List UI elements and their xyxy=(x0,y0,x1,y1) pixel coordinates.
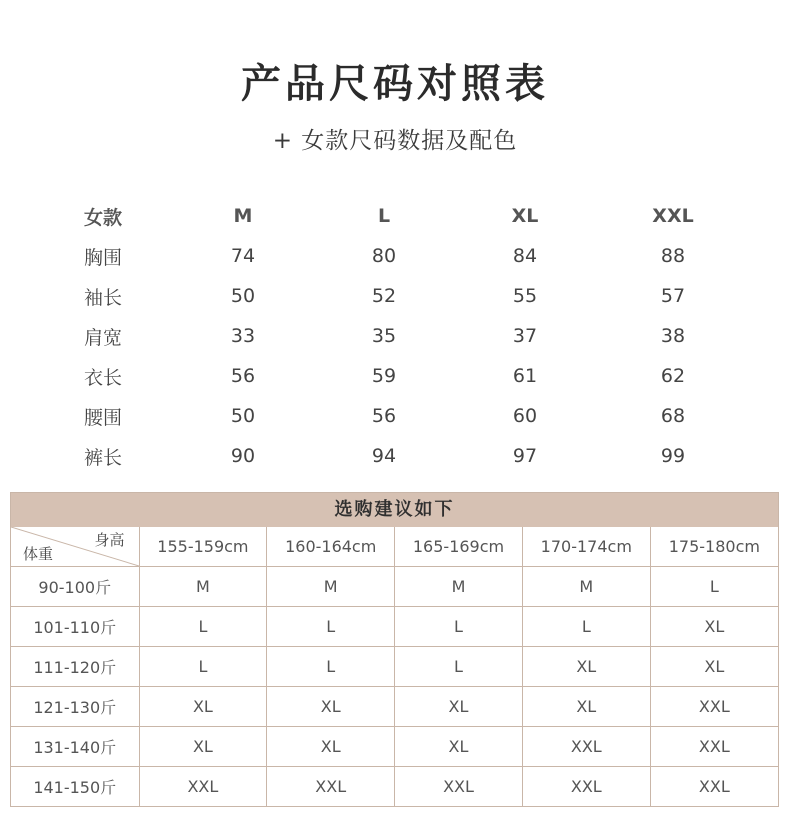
size-chart-cell: 74 xyxy=(230,245,256,267)
size-chart-row xyxy=(60,316,724,356)
size-chart-cell: 55 xyxy=(512,285,538,307)
size-chart-cell: 56 xyxy=(371,405,397,427)
size-chart-row xyxy=(60,236,724,276)
size-chart-cell: 90 xyxy=(230,445,256,467)
size-chart-table xyxy=(60,196,724,476)
size-chart-cell: 68 xyxy=(660,405,686,427)
size-cell: XL xyxy=(267,727,395,767)
recommendation-row xyxy=(11,607,778,647)
size-chart-row-label: 胸围 xyxy=(83,246,122,269)
size-cell: XL xyxy=(650,607,778,647)
corner-cell xyxy=(11,527,139,567)
recommendation-row xyxy=(11,687,778,727)
height-header-cell: 170-174cm xyxy=(522,527,650,567)
recommendation-row xyxy=(11,647,778,687)
size-chart-row-label: 衣长 xyxy=(83,366,122,389)
weight-label-cell: 111-120斤 xyxy=(11,647,139,687)
size-chart-cell: 94 xyxy=(371,445,397,467)
size-cell: L xyxy=(139,607,267,647)
size-chart-header-xl: XL xyxy=(511,205,539,227)
size-cell: XL xyxy=(395,687,523,727)
size-cell: M xyxy=(395,567,523,607)
size-chart-cell: 97 xyxy=(512,445,538,467)
size-cell: M xyxy=(522,567,650,607)
size-chart-header-row xyxy=(60,196,724,236)
weight-label-cell: 121-130斤 xyxy=(11,687,139,727)
size-chart-row xyxy=(60,396,724,436)
size-chart-cell: 37 xyxy=(512,325,538,347)
size-chart-cell: 80 xyxy=(371,245,397,267)
recommendation-height-row xyxy=(11,527,778,567)
recommendation-header: 选购建议如下 xyxy=(11,493,778,527)
size-cell: L xyxy=(650,567,778,607)
size-cell: XL xyxy=(267,687,395,727)
page-title: 产品尺码对照表 xyxy=(241,61,549,107)
size-chart-row-label: 裤长 xyxy=(83,446,122,469)
size-cell: L xyxy=(267,607,395,647)
recommendation-table xyxy=(10,492,779,807)
size-chart-cell: 56 xyxy=(230,365,256,387)
size-cell: L xyxy=(395,647,523,687)
size-chart-cell: 88 xyxy=(660,245,686,267)
height-header-cell: 155-159cm xyxy=(139,527,267,567)
size-cell: XL xyxy=(139,687,267,727)
size-chart-cell: 84 xyxy=(512,245,538,267)
size-cell: XL xyxy=(522,647,650,687)
size-chart-cell: 57 xyxy=(660,285,686,307)
size-cell: XXL xyxy=(650,727,778,767)
size-cell: XL xyxy=(395,727,523,767)
size-chart-cell: 99 xyxy=(660,445,686,467)
size-cell: XL xyxy=(522,687,650,727)
size-chart-row xyxy=(60,436,724,476)
size-cell: L xyxy=(395,607,523,647)
size-cell: M xyxy=(139,567,267,607)
size-chart-cell: 35 xyxy=(371,325,397,347)
size-cell: L xyxy=(139,647,267,687)
size-cell: XL xyxy=(139,727,267,767)
size-cell: L xyxy=(522,607,650,647)
recommendation-row xyxy=(11,567,778,607)
size-cell: XXL xyxy=(650,687,778,727)
size-cell: XXL xyxy=(267,767,395,807)
page-subtitle: + 女款尺码数据及配色 xyxy=(272,128,518,154)
size-chart-header-m: M xyxy=(233,205,253,227)
size-chart-cell: 50 xyxy=(230,405,256,427)
size-chart-cell: 52 xyxy=(371,285,397,307)
size-cell: L xyxy=(267,647,395,687)
size-chart-header-l: L xyxy=(377,205,391,227)
recommendation-grid xyxy=(11,527,778,806)
size-chart-header-xxl: XXL xyxy=(652,205,694,227)
size-chart-cell: 33 xyxy=(230,325,256,347)
weight-label-cell: 101-110斤 xyxy=(11,607,139,647)
size-chart-row-label: 袖长 xyxy=(83,286,122,309)
weight-label-cell: 90-100斤 xyxy=(11,567,139,607)
size-cell: XL xyxy=(650,647,778,687)
size-chart-row xyxy=(60,276,724,316)
size-cell: XXL xyxy=(395,767,523,807)
size-cell: M xyxy=(267,567,395,607)
size-chart-cell: 62 xyxy=(660,365,686,387)
weight-label-cell: 131-140斤 xyxy=(11,727,139,767)
size-chart-header-label: 女款 xyxy=(83,206,122,229)
size-chart-row xyxy=(60,356,724,396)
recommendation-row xyxy=(11,767,778,807)
height-header-cell: 165-169cm xyxy=(395,527,523,567)
size-cell: XXL xyxy=(139,767,267,807)
size-chart-row-label: 腰围 xyxy=(83,406,122,429)
size-chart-cell: 50 xyxy=(230,285,256,307)
size-cell: XXL xyxy=(650,767,778,807)
height-header-cell: 160-164cm xyxy=(267,527,395,567)
size-chart-cell: 38 xyxy=(660,325,686,347)
size-chart-cell: 61 xyxy=(512,365,538,387)
corner-weight-label: 体重 xyxy=(23,545,54,563)
size-cell: XXL xyxy=(522,767,650,807)
recommendation-row xyxy=(11,727,778,767)
size-cell: XXL xyxy=(522,727,650,767)
height-header-cell: 175-180cm xyxy=(650,527,778,567)
corner-height-label: 身高 xyxy=(94,531,125,549)
size-chart-cell: 59 xyxy=(371,365,397,387)
weight-label-cell: 141-150斤 xyxy=(11,767,139,807)
size-chart-row-label: 肩宽 xyxy=(83,326,122,349)
size-chart-cell: 60 xyxy=(512,405,538,427)
